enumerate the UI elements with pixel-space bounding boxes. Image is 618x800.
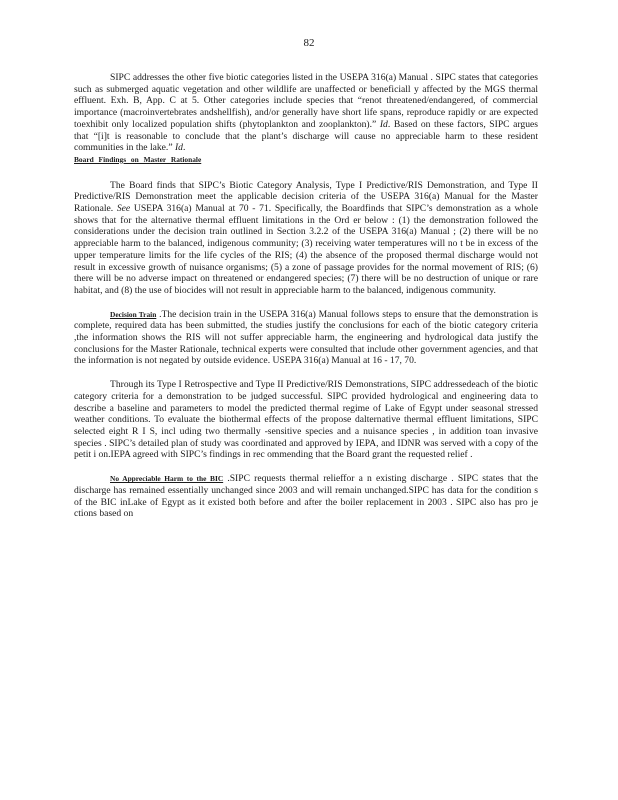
paragraph-board-finds	[74, 180, 538, 297]
run-in-heading-no-appreciable-harm: No Appreciable Harm to the BIC	[110, 474, 224, 484]
paragraph-decision-train	[74, 309, 538, 368]
paragraph-text: SIPC addresses the other five biotic categories listed in the USEPA 316(a) Manual . SIPC states that categories such as submerged aquatic vegetation and other wildlife are unaffected or beneficiall y affected by the MGS thermal effluent. Exh. B, App. C at 5. Other categories include species that “renot threatened/endangered, of commercial importance (macroinvertebrates andshellfish), and/or generally have short life spans, reproduce rapidly or are expected toexhibit only localized population shifts (phytoplankton and zooplankton).”	[74, 72, 538, 130]
citation-id: Id	[379, 118, 388, 130]
page-number: 82	[303, 37, 315, 49]
paragraph-through-its	[74, 379, 538, 461]
paragraph-sipc-addresses	[74, 72, 538, 154]
paragraph-text: USEPA 316(a) Manual at 70 - 71. Specifically, the Boardfinds that SIPC’s demonstration as a whole shows that for the alternative thermal effluent limitations in the Ord er below : (1) the demonstration followed the considerations under the decision train outlined in Section 3.2.2 of the USEPA 316(a) Manual ; (2) there will be no appreciable harm to the balanced, indigenous community; (3) receiving water temperatures will no t be in excess of the upper temperature limits for the life cycles of the RIS; (4) the absence of the proposed thermal discharge would not result in excessive growth of nuisance organisms; (5) a zone of passage provides for the normal movement of RIS; (6) there will be no adverse impact on threatened or endangered species; (7) there will be no destruction of unique or rare habitat, and (8) the use of biocides will not result in appreciable harm to the balanced, indigenous community.	[74, 203, 538, 296]
paragraph-no-appreciable-harm	[74, 473, 538, 520]
paragraph-text: .	[182, 142, 186, 154]
citation-signal-see: See	[116, 203, 131, 215]
document-body	[74, 72, 538, 520]
citation-id: Id	[174, 142, 183, 154]
paragraph-text: Through its Type I Retrospective and Type II Predictive/RIS Demonstrations, SIPC addressedeach of the biotic category criteria for a demonstration to be judged successful. SIPC provided hydrological and engineering data to describe a baseline and parameters to model the predicted thermal regime of Lake of Egypt under seasonal stressed weather conditions. To evaluate the biothermal effects of the propose dalternative thermal effluent limitations, SIPC selected eight R I S, incl uding two thermally -sensitive species and a nuisance species , in addition toan invasive species . SIPC’s detailed plan of study was coordinated and approved by IEPA, and IDNR was served with a copy of the petit i on.IEPA agreed with SIPC’s findings in rec ommending that the Board grant the requested relief .	[74, 379, 538, 461]
heading-text: Board Findings on Master Rationale	[74, 154, 202, 164]
paragraph-text: .SIPC requests thermal relieffor a n existing discharge . SIPC states that the discharge has remained essentially unchanged since 2003 and will remain unchanged.SIPC has data for the condition s of the BIC inLake of Egypt as it existed both before and after the boiler replacement in 2003 . SIPC also has pro je ctions based on	[74, 473, 538, 520]
paragraph-text: .The decision train in the USEPA 316(a) Manual follows steps to ensure that the demonstration is complete, required data has been submitted, the studies justify the conclusions for each of the biotic category criteria ,the information shows the RIS will not suffer appreciable harm, the engineering and hydrological data justify the conclusions for the Master Rationale, technical experts were consulted that include other government agencies, and that the information is not negated by outside evidence. USEPA 316(a) Manual at 16 - 17, 70.	[74, 308, 538, 367]
run-in-heading-decision-train: Decision Train	[110, 309, 157, 319]
section-heading-board-findings	[74, 154, 538, 166]
paragraph-text: The Board finds that SIPC’s Biotic Category Analysis, Type I Predictive/RIS Demonstration, and Type II Predictive/RIS Demonstration meet the applicable decision criteria of the USEPA 316(a) Manual for the Master Rationale.	[74, 179, 538, 215]
paragraph-text: . Based on these factors, SIPC argues that “[i]t is reasonable to conclude that the plant’s discharge will cause no appreciable harm to these resident communities in the lake.”	[74, 118, 539, 154]
